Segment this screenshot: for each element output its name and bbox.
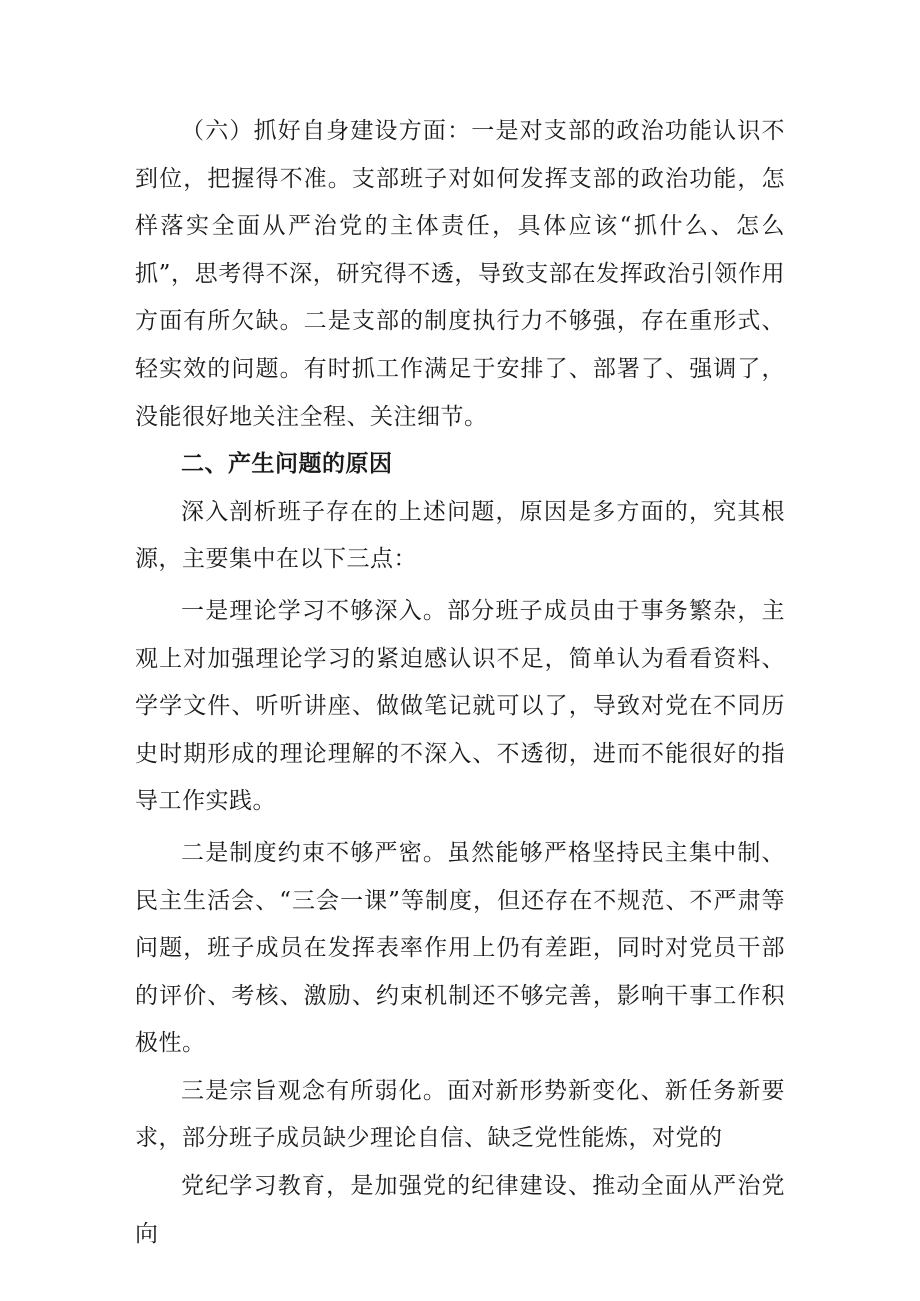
paragraph-discipline-education: 党纪学习教育，是加强党的纪律建设、推动全面从严治党向 bbox=[135, 1173, 785, 1247]
paragraph-intro-causes: 深入剖析班子存在的上述问题，原因是多方面的，究其根源，主要集中在以下三点： bbox=[135, 498, 785, 573]
section-heading-causes: 二、产生问题的原因 bbox=[181, 451, 393, 478]
paragraph-cause-theory-study: 一是理论学习不够深入。部分班子成员由于事务繁杂，主观上对加强理论学习的紧迫感认识不足，简单认为看看资料、学学文件、听听讲座、做做笔记就可以了，导致对党在不同历史时期形成的理论理解的不深入、不透彻，进而不能很好的指导工作实践。 bbox=[135, 597, 785, 815]
paragraph-cause-system-constraint: 二是制度约束不够严密。虽然能够严格坚持民主集中制、民主生活会、“三会一课”等制度，但还存在不规范、不严肃等问题，班子成员在发挥表率作用上仍有差距，同时对党员干部的评价、考核、激励、约束机制还不够完善，影响干事工作积极性。 bbox=[135, 839, 785, 1057]
document-body bbox=[135, 108, 785, 1258]
paragraph-self-construction: （六）抓好自身建设方面：一是对支部的政治功能认识不到位，把握得不准。支部班子对如何发挥支部的政治功能，怎样落实全面从严治党的主体责任，具体应该“抓什么、怎么抓”，思考得不深，研究得不透，导致支部在发挥政治引领作用方面有所欠缺。二是支部的制度执行力不够强，存在重形式、轻实效的问题。有时抓工作满足于安排了、部署了、强调了，没能很好地关注全程、关注细节。 bbox=[135, 118, 785, 430]
paragraph-cause-purpose-concept: 三是宗旨观念有所弱化。面对新形势新变化、新任务新要求，部分班子成员缺少理论自信、缺乏党性能炼，对党的 bbox=[135, 1077, 785, 1152]
